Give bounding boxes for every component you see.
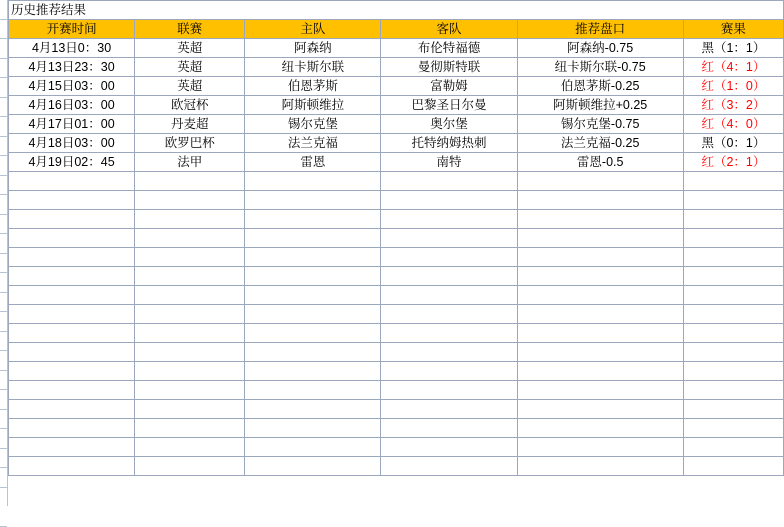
cell-empty	[9, 267, 135, 286]
cell-empty	[683, 343, 783, 362]
row-header-cell[interactable]	[0, 410, 7, 430]
cell-handicap: 锡尔克堡-0.75	[517, 115, 683, 134]
table-row-empty	[9, 305, 784, 324]
column-header-home-team: 主队	[245, 20, 381, 39]
cell-empty	[245, 286, 381, 305]
cell-empty	[9, 229, 135, 248]
row-header-cell[interactable]	[0, 254, 7, 274]
cell-handicap: 伯恩茅斯-0.25	[517, 77, 683, 96]
cell-empty	[9, 210, 135, 229]
cell-home-team: 阿森纳	[245, 39, 381, 58]
cell-empty	[135, 400, 245, 419]
cell-result: 黑（0：1）	[683, 134, 783, 153]
cell-empty	[517, 229, 683, 248]
cell-handicap: 法兰克福-0.25	[517, 134, 683, 153]
cell-empty	[135, 362, 245, 381]
row-header-cell[interactable]	[0, 0, 7, 20]
cell-empty	[517, 381, 683, 400]
cell-empty	[381, 191, 517, 210]
row-header-gutter	[0, 0, 8, 516]
table-row-empty	[9, 343, 784, 362]
cell-empty	[517, 438, 683, 457]
cell-handicap: 纽卡斯尔联-0.75	[517, 58, 683, 77]
cell-league: 英超	[135, 58, 245, 77]
cell-away-team: 布伦特福德	[381, 39, 517, 58]
cell-empty	[245, 457, 381, 476]
table-row	[9, 58, 784, 77]
cell-league: 欧冠杯	[135, 96, 245, 115]
cell-empty	[683, 191, 783, 210]
cell-time: 4月13日0：30	[9, 39, 135, 58]
row-header-cell[interactable]	[0, 273, 7, 293]
cell-empty	[9, 324, 135, 343]
column-header-handicap: 推荐盘口	[517, 20, 683, 39]
cell-empty	[683, 172, 783, 191]
cell-empty	[517, 362, 683, 381]
cell-empty	[9, 286, 135, 305]
cell-empty	[245, 191, 381, 210]
cell-empty	[381, 457, 517, 476]
cell-time: 4月19日02：45	[9, 153, 135, 172]
row-header-cell[interactable]	[0, 312, 7, 332]
cell-result: 红（4：0）	[683, 115, 783, 134]
cell-empty	[135, 381, 245, 400]
cell-empty	[245, 267, 381, 286]
cell-empty	[517, 419, 683, 438]
cell-empty	[683, 419, 783, 438]
cell-empty	[245, 210, 381, 229]
cell-empty	[683, 248, 783, 267]
table-row-empty	[9, 419, 784, 438]
cell-empty	[381, 381, 517, 400]
cell-empty	[683, 229, 783, 248]
table-row-empty	[9, 324, 784, 343]
cell-empty	[683, 457, 783, 476]
cell-home-team: 锡尔克堡	[245, 115, 381, 134]
cell-empty	[135, 229, 245, 248]
cell-empty	[683, 362, 783, 381]
cell-empty	[9, 248, 135, 267]
column-header-away-team: 客队	[381, 20, 517, 39]
table-row	[9, 96, 784, 115]
row-header-cell[interactable]	[0, 117, 7, 137]
table-row-empty	[9, 248, 784, 267]
cell-away-team: 南特	[381, 153, 517, 172]
cell-empty	[245, 172, 381, 191]
row-header-cell[interactable]	[0, 371, 7, 391]
cell-empty	[135, 305, 245, 324]
table-row-empty	[9, 400, 784, 419]
cell-handicap: 雷恩-0.5	[517, 153, 683, 172]
row-header-cell[interactable]	[0, 39, 7, 59]
cell-empty	[9, 305, 135, 324]
cell-result: 红（1：0）	[683, 77, 783, 96]
cell-empty	[245, 248, 381, 267]
cell-time: 4月18日03：00	[9, 134, 135, 153]
cell-empty	[381, 172, 517, 191]
cell-empty	[683, 210, 783, 229]
cell-empty	[245, 381, 381, 400]
cell-empty	[245, 362, 381, 381]
cell-away-team: 托特纳姆热刺	[381, 134, 517, 153]
cell-home-team: 雷恩	[245, 153, 381, 172]
cell-empty	[517, 343, 683, 362]
row-header-cell[interactable]	[0, 429, 7, 449]
cell-empty	[381, 419, 517, 438]
cell-empty	[381, 324, 517, 343]
row-header-cell[interactable]	[0, 59, 7, 79]
cell-empty	[245, 229, 381, 248]
cell-handicap: 阿斯顿维拉+0.25	[517, 96, 683, 115]
table-row-empty	[9, 438, 784, 457]
cell-empty	[9, 400, 135, 419]
row-header-cell[interactable]	[0, 176, 7, 196]
cell-empty	[683, 400, 783, 419]
cell-away-team: 曼彻斯特联	[381, 58, 517, 77]
cell-time: 4月15日03：00	[9, 77, 135, 96]
row-header-cell[interactable]	[0, 468, 7, 488]
row-header-cell[interactable]	[0, 293, 7, 313]
table-row-empty	[9, 172, 784, 191]
cell-home-team: 纽卡斯尔联	[245, 58, 381, 77]
cell-away-team: 富勒姆	[381, 77, 517, 96]
cell-league: 欧罗巴杯	[135, 134, 245, 153]
cell-empty	[517, 457, 683, 476]
cell-empty	[135, 324, 245, 343]
cell-empty	[245, 400, 381, 419]
row-header-cell[interactable]	[0, 234, 7, 254]
cell-empty	[517, 210, 683, 229]
cell-empty	[683, 286, 783, 305]
cell-empty	[683, 305, 783, 324]
cell-empty	[381, 248, 517, 267]
row-header-cell[interactable]	[0, 156, 7, 176]
cell-empty	[245, 324, 381, 343]
recommendation-history-table	[8, 0, 784, 476]
row-header-cell[interactable]	[0, 98, 7, 118]
cell-empty	[517, 286, 683, 305]
cell-home-team: 阿斯顿维拉	[245, 96, 381, 115]
row-header-cell[interactable]	[0, 390, 7, 410]
cell-empty	[9, 419, 135, 438]
cell-empty	[517, 191, 683, 210]
cell-home-team: 伯恩茅斯	[245, 77, 381, 96]
cell-empty	[135, 248, 245, 267]
cell-empty	[9, 457, 135, 476]
cell-away-team: 巴黎圣日尔曼	[381, 96, 517, 115]
row-header-cell[interactable]	[0, 215, 7, 235]
cell-time: 4月16日03：00	[9, 96, 135, 115]
cell-league: 丹麦超	[135, 115, 245, 134]
cell-empty	[135, 267, 245, 286]
cell-empty	[135, 457, 245, 476]
cell-empty	[517, 267, 683, 286]
cell-empty	[517, 172, 683, 191]
row-header-cell[interactable]	[0, 351, 7, 371]
cell-empty	[135, 191, 245, 210]
cell-league: 法甲	[135, 153, 245, 172]
cell-result: 红（3：2）	[683, 96, 783, 115]
cell-league: 英超	[135, 77, 245, 96]
table-row-empty	[9, 362, 784, 381]
cell-empty	[245, 343, 381, 362]
cell-empty	[381, 229, 517, 248]
column-header-time: 开赛时间	[9, 20, 135, 39]
cell-empty	[381, 305, 517, 324]
cell-empty	[517, 248, 683, 267]
cell-handicap: 阿森纳-0.75	[517, 39, 683, 58]
page-title: 历史推荐结果	[9, 1, 784, 20]
cell-home-team: 法兰克福	[245, 134, 381, 153]
cell-empty	[517, 400, 683, 419]
sheet-corner	[0, 506, 8, 516]
row-header-cell[interactable]	[0, 137, 7, 157]
cell-away-team: 奥尔堡	[381, 115, 517, 134]
cell-empty	[245, 305, 381, 324]
table-row-empty	[9, 457, 784, 476]
column-header-result: 赛果	[683, 20, 783, 39]
row-header-cell[interactable]	[0, 78, 7, 98]
cell-empty	[683, 438, 783, 457]
column-header-league: 联赛	[135, 20, 245, 39]
table-row	[9, 134, 784, 153]
cell-empty	[135, 438, 245, 457]
cell-empty	[381, 267, 517, 286]
cell-empty	[245, 438, 381, 457]
row-header-cell[interactable]	[0, 332, 7, 352]
table-row-empty	[9, 286, 784, 305]
row-header-cell[interactable]	[0, 449, 7, 469]
cell-league: 英超	[135, 39, 245, 58]
cell-time: 4月17日01：00	[9, 115, 135, 134]
cell-time: 4月13日23：30	[9, 58, 135, 77]
cell-empty	[381, 343, 517, 362]
table-row-empty	[9, 267, 784, 286]
cell-empty	[135, 286, 245, 305]
cell-empty	[9, 381, 135, 400]
table-row	[9, 77, 784, 96]
cell-empty	[517, 305, 683, 324]
table-row	[9, 115, 784, 134]
table-header-row	[9, 20, 784, 39]
row-header-cell[interactable]	[0, 488, 7, 508]
cell-result: 红（2：1）	[683, 153, 783, 172]
cell-empty	[9, 362, 135, 381]
table-row-empty	[9, 191, 784, 210]
row-header-cell[interactable]	[0, 195, 7, 215]
cell-empty	[683, 381, 783, 400]
table-row-empty	[9, 210, 784, 229]
table-row	[9, 39, 784, 58]
table-row-empty	[9, 229, 784, 248]
cell-empty	[135, 419, 245, 438]
cell-empty	[381, 400, 517, 419]
cell-empty	[381, 210, 517, 229]
cell-empty	[381, 438, 517, 457]
table-row-empty	[9, 381, 784, 400]
title-row	[9, 1, 784, 20]
cell-empty	[683, 324, 783, 343]
cell-empty	[135, 172, 245, 191]
cell-empty	[245, 419, 381, 438]
cell-result: 黑（1：1）	[683, 39, 783, 58]
cell-empty	[381, 362, 517, 381]
cell-empty	[9, 438, 135, 457]
cell-empty	[9, 191, 135, 210]
cell-empty	[135, 210, 245, 229]
row-header-cell[interactable]	[0, 20, 7, 40]
cell-empty	[9, 343, 135, 362]
cell-empty	[683, 267, 783, 286]
cell-empty	[135, 343, 245, 362]
cell-empty	[9, 172, 135, 191]
cell-result: 红（4：1）	[683, 58, 783, 77]
table-row	[9, 153, 784, 172]
cell-empty	[517, 324, 683, 343]
cell-empty	[381, 286, 517, 305]
